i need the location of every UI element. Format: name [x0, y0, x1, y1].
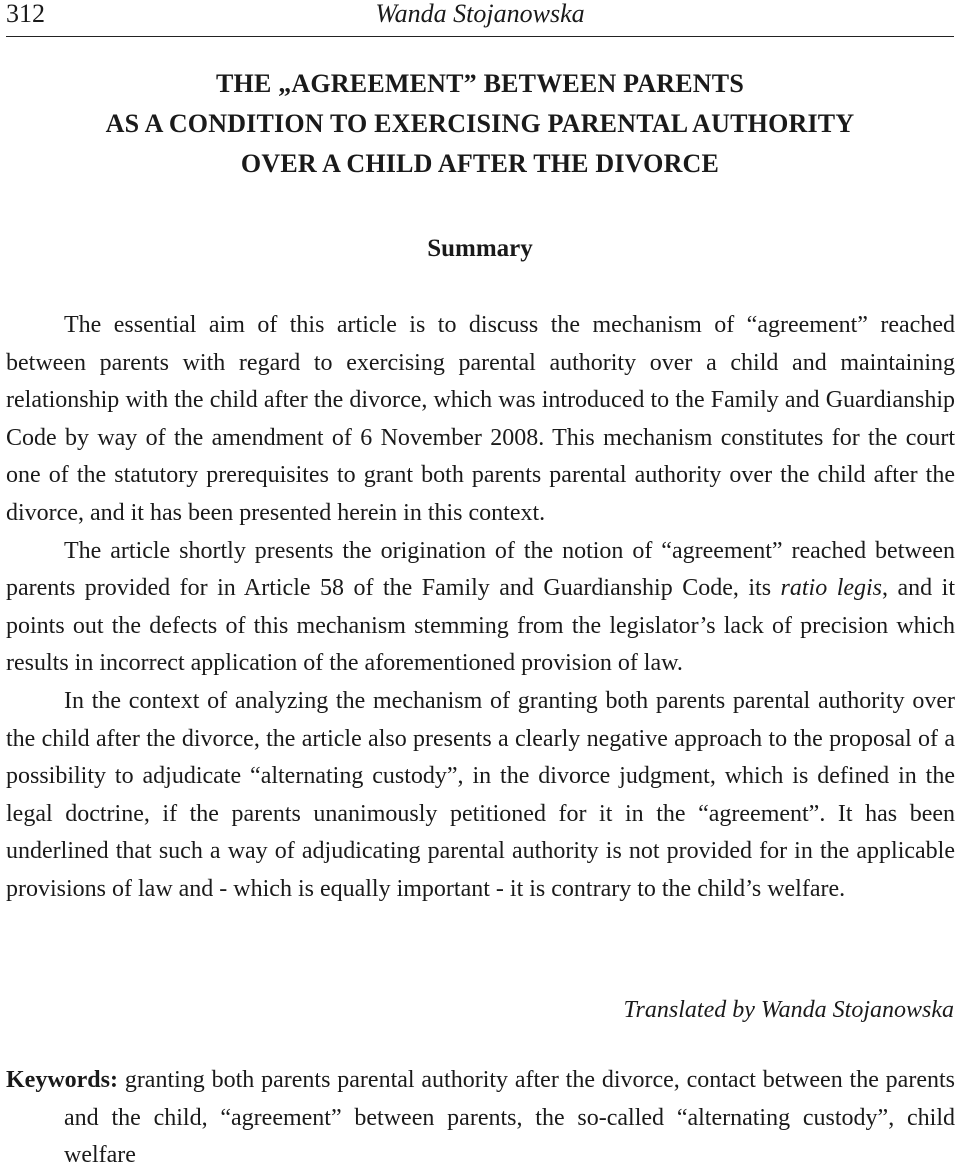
paragraph-2-text-end: , and it points out the defects of this mechanism stemming from the legislator’s lack of precision which results in incorrect application of the aforementioned provision of law.: [6, 575, 955, 677]
running-author: Wanda Stojanowska: [375, 0, 585, 28]
title-line-2: AS A CONDITION TO EXERCISING PARENTAL AUTHORITY: [105, 109, 855, 138]
keywords-label: Keywords:: [6, 1067, 118, 1093]
keywords-text: granting both parents parental authority after the divorce, contact between the parents and the child, “agreement” between parents, the so-called “alternating custody”, child welfare: [64, 1067, 955, 1169]
summary-paragraph-1: The essential aim of this article is to discuss the mechanism of “agreement” reached between parents with regard to exercising parental authority over a child and maintaining relationship with the child after the divorce, which was introduced to the Family and Guardianship Code by way of the amendment of 6 November 2008. This mechanism constitutes for the court one of the statutory prerequisites to grant both parents parental authority over the child after the divorce, and it has been presented herein in this context.: [6, 312, 955, 526]
summary-paragraph-2: [6, 533, 955, 683]
keywords-block: [6, 1062, 955, 1175]
article-title: [0, 64, 960, 184]
summary-body: [6, 307, 955, 909]
page-number: 312: [6, 0, 45, 28]
title-line-1: THE „AGREEMENT” BETWEEN PARENTS: [216, 69, 744, 98]
paragraph-2-text-start: The article shortly presents the origination of the notion of “agreement” reached between parents provided for in Article 58 of the Family and Guardianship Code, its: [6, 537, 955, 602]
ratio-legis-italic: ratio legis: [780, 575, 883, 602]
running-header: [6, 0, 954, 37]
translator-credit: Translated by Wanda Stojanowska: [623, 997, 954, 1023]
summary-heading: Summary: [427, 235, 533, 262]
summary-paragraph-3: In the context of analyzing the mechanism of granting both parents parental authority over the child after the divorce, the article also presents a clearly negative approach to the proposal of a possibility to adjudicate “alternating custody”, in the divorce judgment, which is defined in the legal doctrine, if the parents unanimously petitioned for it in the “agreement”. It has been underlined that such a way of adjudicating parental authority is not provided for in the applicable provisions of law and - which is equally important - it is contrary to the child’s welfare.: [6, 687, 955, 902]
title-line-3: OVER A CHILD AFTER THE DIVORCE: [240, 149, 720, 178]
